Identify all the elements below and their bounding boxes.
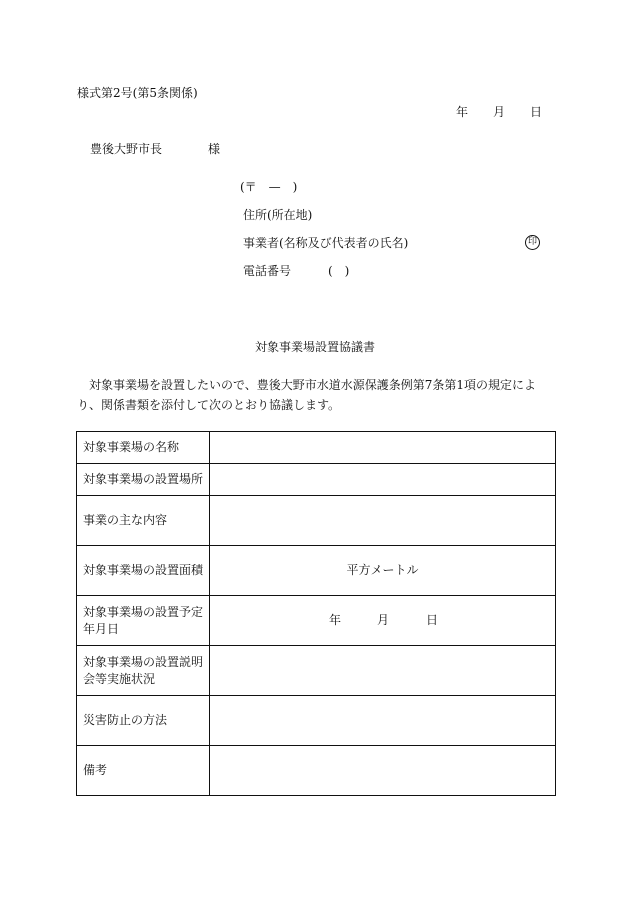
consultation-table bbox=[76, 431, 556, 796]
form-number: 様式第2号(第5条関係) bbox=[77, 86, 198, 100]
date-month-label: 月 bbox=[493, 105, 506, 119]
row-label: 備考 bbox=[77, 746, 210, 796]
row-label: 対象事業場の設置面積 bbox=[77, 546, 210, 596]
date-day-label: 日 bbox=[530, 105, 543, 119]
recipient-honorific: 様 bbox=[208, 142, 221, 156]
postal-code-field: (〒 — ) bbox=[240, 180, 298, 194]
row-label: 事業の主な内容 bbox=[77, 496, 210, 546]
table-row bbox=[77, 646, 556, 696]
document-body: 対象事業場を設置したいので、豊後大野市水道水源保護条例第7条第1項の規定により、関係書類を添付して次のとおり協議します。 bbox=[77, 378, 537, 412]
area-value: 平方メートル bbox=[210, 546, 556, 596]
address-label: 住所(所在地) bbox=[243, 208, 313, 222]
row-value bbox=[210, 496, 556, 546]
table-row bbox=[77, 464, 556, 496]
row-label: 対象事業場の設置説明会等実施状況 bbox=[77, 646, 210, 696]
row-value bbox=[210, 646, 556, 696]
document-title: 対象事業場設置協議書 bbox=[254, 340, 375, 354]
seal-mark: 印 bbox=[525, 235, 540, 250]
row-value bbox=[210, 464, 556, 496]
row-value bbox=[210, 696, 556, 746]
planned-date-month: 月 bbox=[377, 613, 390, 627]
table-row bbox=[77, 432, 556, 464]
business-name-label: 事業者(名称及び代表者の氏名) bbox=[243, 236, 409, 250]
table-row bbox=[77, 596, 556, 646]
planned-date-year: 年 bbox=[329, 613, 342, 627]
row-label: 対象事業場の設置場所 bbox=[77, 464, 210, 496]
planned-date-value bbox=[210, 596, 556, 646]
table-row bbox=[77, 496, 556, 546]
row-value bbox=[210, 432, 556, 464]
table-row bbox=[77, 696, 556, 746]
date-year-label: 年 bbox=[456, 105, 469, 119]
phone-area-code-paren: ( ) bbox=[328, 264, 350, 278]
phone-field bbox=[243, 264, 350, 278]
recipient bbox=[90, 142, 221, 156]
row-label: 災害防止の方法 bbox=[77, 696, 210, 746]
row-label: 対象事業場の設置予定年月日 bbox=[77, 596, 210, 646]
planned-date-day: 日 bbox=[426, 613, 439, 627]
recipient-name: 豊後大野市長 bbox=[90, 142, 163, 156]
table-row bbox=[77, 546, 556, 596]
row-value bbox=[210, 746, 556, 796]
phone-label: 電話番号 bbox=[243, 264, 292, 278]
table-row bbox=[77, 746, 556, 796]
row-label: 対象事業場の名称 bbox=[77, 432, 210, 464]
